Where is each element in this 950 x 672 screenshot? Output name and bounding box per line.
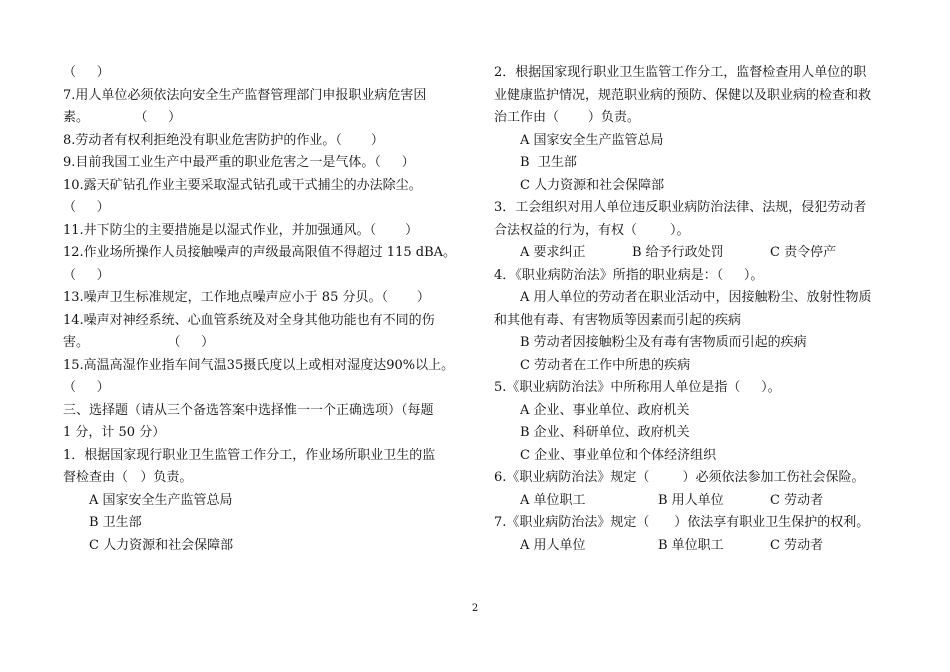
question-text: 4．《职业病防治法》所指的职业病是：（ ）。 [494,267,764,283]
question-text: 业健康监护情况，规范职业病的预防、保健以及职业病的检查和救 [494,87,872,103]
answer-option: A 企业、事业单位、政府机关 [520,402,690,418]
text-line: 11.井下防尘的主要措施是以湿式作业，并加强通风。（ ） [63,222,419,238]
answer-option: A 用人单位的劳动者在职业活动中，因接触粉尘、放射性物质 [520,290,872,305]
text-line: 12.作业场所操作人员接触噪声的声级最高限值不得超过 115 dBA。 [63,245,457,260]
answer-option: B 卫生部 [520,155,577,170]
answer-option: C 劳动者在工作中所患的疾病 [520,357,691,373]
answer-option: A 单位职工 [520,492,586,508]
answer-option-continued: 和其他有毒、有害物质等因素而引起的疾病 [494,312,742,328]
answer-option: A 国家安全生产监管总局 [520,132,664,148]
question-text: 5.《职业病防治法》中所称用人单位是指（ ）。 [494,380,781,395]
section-heading: 三、选择题（请从三个备选答案中选择惟一一个正确选项）（每题 [63,402,434,418]
text-line: 9.目前我国工业生产中最严重的职业危害之一是气体。（ ） [63,155,415,170]
answer-option: B 单位职工 [658,537,724,553]
answer-options-row [520,242,837,265]
text-line: （ ） [63,380,110,395]
answer-option: B 企业、科研单位、政府机关 [520,425,690,440]
answer-option: B 用人单位 [658,492,724,508]
text-line: 15.高温高湿作业指车间气温35摄氏度以上或相对湿度达90%以上。 [63,357,455,373]
answer-option: C 企业、事业单位和个体经济组织 [520,447,717,463]
question-text: 3．工会组织对用人单位违反职业病防治法律、法规，侵犯劳动者 [494,200,867,215]
question-text: 1．根据国家现行职业卫生监管工作分工，作业场所职业卫生的监 [63,447,436,463]
text-line: 10.露天矿钻孔作业主要采取湿式钻孔或干式捕尘的办法除尘。 [63,177,422,193]
question-text: 督检查由（ ）负责。 [63,470,193,485]
page-number: 2 [471,603,479,614]
question-text: 7.《职业病防治法》规定（ ）依法享有职业卫生保护的权利。 [494,515,870,530]
answer-option: C 劳动者 [770,492,824,508]
text-line: （ ） [63,267,110,283]
answer-option: A 要求纠正 [520,245,586,260]
answer-option: B 给予行政处罚 [632,245,724,260]
question-text: 6.《职业病防治法》规定（ ）必须依法参加工伤社会保险。 [494,470,865,485]
text-line: （ ） [63,200,110,215]
answer-option: A 用人单位 [520,537,586,553]
answer-option: A 国家安全生产监管总局 [89,492,233,508]
answer-option: C 责令停产 [770,245,837,260]
answer-option: B 劳动者因接触粉尘及有毒有害物质而引起的疾病 [520,335,807,350]
question-text: 2．根据国家现行职业卫生监管工作分工，监督检查用人单位的职 [494,65,867,80]
answer-option: C 人力资源和社会保障部 [520,177,665,193]
text-line: 8.劳动者有权利拒绝没有职业危害防护的作业。（ ） [63,132,384,148]
answer-option: C 劳动者 [770,537,824,553]
text-line: 13.噪声卫生标准规定，工作地点噪声应小于 85 分贝。（ ） [63,290,430,305]
section-heading: 1 分，计 50 分） [63,425,166,440]
text-line: 素。 （ ） [63,110,182,125]
question-text: 合法权益的行为，有权（ ）。 [494,222,690,238]
text-line: 害。 （ ） [63,335,215,350]
text-line: 7.用人单位必须依法向安全生产监督管理部门申报职业病危害因 [63,87,427,103]
answer-options-row [520,490,824,513]
question-text: 治工作由（ ）负责。 [494,110,640,125]
answer-option: B 卫生部 [89,515,142,530]
answer-option: C 人力资源和社会保障部 [89,537,234,553]
answer-options-row [520,535,824,558]
text-line: （ ） [63,65,110,80]
text-line: 14.噪声对神经系统、心血管系统及对全身其他功能也有不同的伤 [63,312,435,328]
